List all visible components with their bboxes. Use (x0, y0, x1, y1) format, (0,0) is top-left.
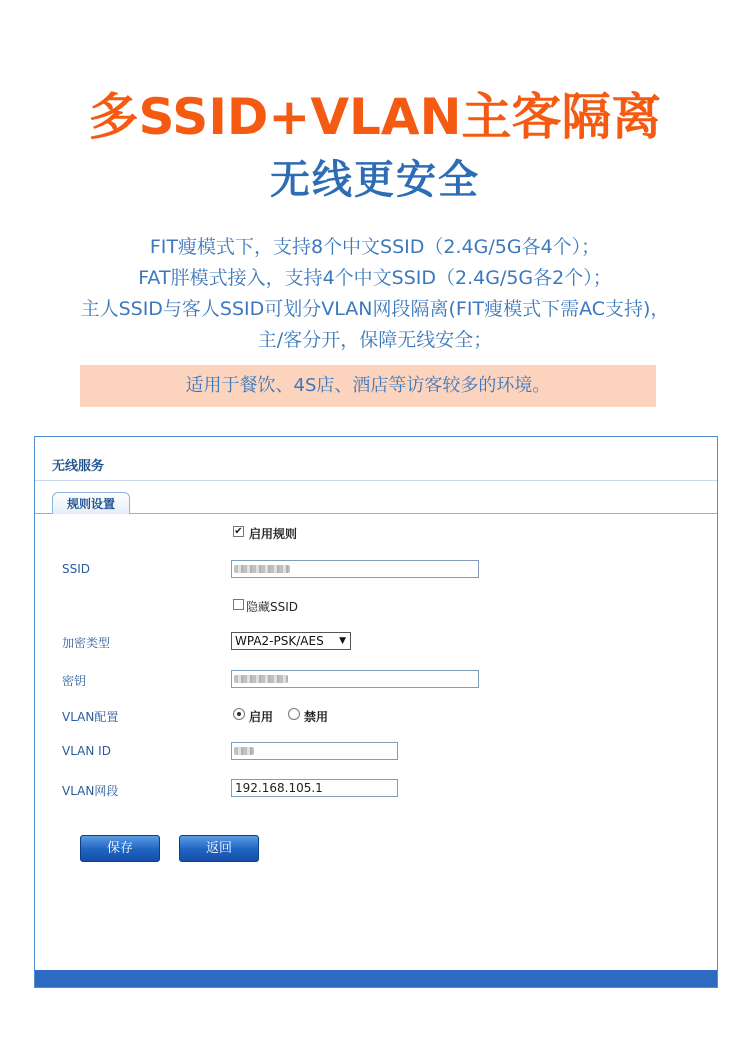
panel-divider (35, 480, 717, 481)
key-label: 密钥 (62, 674, 87, 688)
encryption-label: 加密类型 (62, 636, 111, 650)
usage-banner: 适用于餐饮、4S店、酒店等访客较多的环境。 (80, 365, 656, 407)
wireless-service-panel (34, 436, 718, 988)
vlan-id-input[interactable] (231, 742, 398, 760)
headline-subtitle: 无线更安全 (270, 157, 480, 203)
hide-ssid-label: 隐藏SSID (246, 600, 299, 614)
redacted-value (234, 675, 288, 683)
encryption-select[interactable] (231, 632, 351, 650)
redacted-value (234, 747, 254, 755)
vlan-disable-label: 禁用 (304, 710, 329, 724)
vlan-id-label: VLAN ID (62, 744, 111, 758)
feature-list (0, 232, 750, 356)
panel-title: 无线服务 (52, 459, 105, 474)
hide-ssid-checkbox[interactable] (233, 599, 244, 610)
back-button[interactable]: 返回 (179, 835, 259, 862)
save-button[interactable]: 保存 (80, 835, 160, 862)
panel-footer-bar (35, 970, 717, 987)
vlan-config-label: VLAN配置 (62, 710, 119, 724)
encryption-value: WPA2-PSK/AES (235, 634, 324, 648)
vlan-enable-label: 启用 (249, 710, 274, 724)
dropdown-arrow-icon: ▼ (339, 636, 346, 646)
tab-divider (35, 513, 717, 514)
vlan-segment-label: VLAN网段 (62, 784, 119, 798)
ssid-input[interactable] (231, 560, 479, 578)
ssid-label: SSID (62, 562, 91, 576)
vlan-segment-value: 192.168.105.1 (235, 781, 323, 795)
enable-rule-checkbox[interactable]: ✔ (234, 526, 243, 537)
feature-line: 主/客分开，保障无线安全； (257, 329, 493, 351)
vlan-disable-radio[interactable] (288, 708, 300, 720)
tab-rule-settings[interactable]: 规则设置 (52, 492, 130, 514)
feature-line: FAT胖模式接入，支持4个中文SSID（2.4G/5G各2个）； (138, 267, 612, 289)
headline-title: 多SSID+VLAN主客隔离 (88, 88, 662, 146)
feature-line: FIT瘦模式下，支持8个中文SSID（2.4G/5G各4个）； (149, 236, 601, 258)
feature-line: 主人SSID与客人SSID可划分VLAN网段隔离(FIT瘦模式下需AC支持)， (80, 298, 670, 320)
vlan-enable-radio[interactable] (233, 708, 245, 720)
enable-rule-label: 启用规则 (249, 527, 298, 541)
redacted-value (234, 565, 290, 573)
key-input[interactable] (231, 670, 479, 688)
vlan-segment-input[interactable] (231, 779, 398, 797)
